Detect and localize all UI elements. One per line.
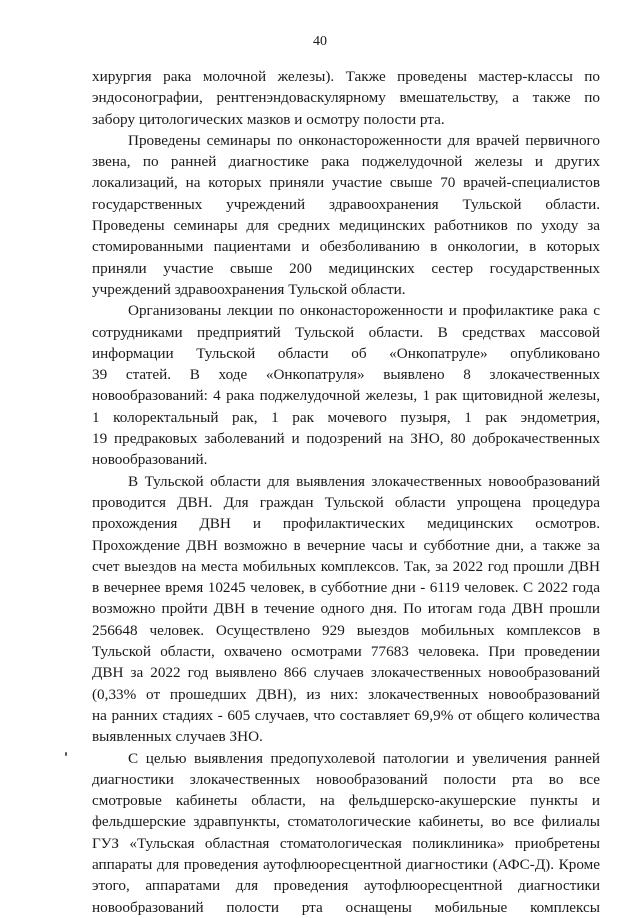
paragraph	[92, 748, 600, 918]
text-line: 19 предраковых заболеваний и подозрений на ЗНО, 80 доброкачественных	[92, 430, 600, 448]
paragraph	[92, 130, 600, 300]
text-line: 1 колоректальный рак, 1 рак мочевого пузыря, 1 рак эндометрия,	[92, 408, 600, 426]
text-line: стомированными пациентами и обезболиванию в онкологии, в которых	[92, 238, 600, 256]
text-line: смотровые кабинеты области, на фельдшерско-акушерские пункты и	[92, 792, 600, 810]
text-line: Организованы лекции по онконастороженности и профилактике рака с	[128, 302, 600, 320]
text-line: эндосонографии, рентгенэндоваскулярному вмешательству, а также по	[92, 89, 600, 107]
text-line: (0,33% от прошедших ДВН), из них: злокачественных новообразований	[92, 685, 600, 703]
page-number: 40	[313, 34, 327, 49]
text-line: ГУЗ «Тульская областная стоматологическая поликлиника» приобретены	[92, 834, 600, 852]
margin-mark	[65, 752, 67, 756]
text-line: 256648 человек. Осуществлено 929 выездов мобильных комплексов в	[92, 621, 600, 639]
text-line: сотрудниками предприятий Тульской области. В средствах массовой	[92, 323, 600, 341]
text-line: этого, аппаратами для проведения аутофлюоресцентной диагностики	[92, 877, 600, 895]
text-line: Прохождение ДВН возможно в вечерние часы и субботние дни, а также за	[92, 536, 600, 554]
text-line: новообразований: 4 рака поджелудочной железы, 1 рак щитовидной железы,	[92, 387, 600, 405]
text-line: локализаций, на которых приняли участие свыше 70 врачей-специалистов	[92, 174, 600, 192]
paragraph	[92, 471, 600, 748]
text-line: на ранних стадиях - 605 случаев, что составляет 69,9% от общего количества	[92, 706, 600, 724]
text-line: приняли участие свыше 200 медицинских сестер государственных	[92, 259, 600, 277]
text-line: Проведены семинары для средних медицинских работников по уходу за	[92, 217, 600, 235]
text-line: забору цитологических мазков и осмотру полости рта.	[92, 110, 445, 128]
text-line: Тульской области, охвачено осмотрами 77683 человека. При проведении	[92, 643, 600, 661]
text-line: выявленных случаев ЗНО.	[92, 728, 263, 746]
text-line: прохождения ДВН и профилактических медицинских осмотров.	[92, 515, 600, 533]
text-line: возможно пройти ДВН в течение одного дня. По итогам года ДВН прошли	[92, 600, 600, 618]
text-line: 39 статей. В ходе «Онкопатруля» выявлено 8 злокачественных	[92, 366, 600, 384]
paragraph	[92, 300, 600, 470]
text-line: аппараты для проведения аутофлюоресцентной диагностики (АФС-Д). Кроме	[92, 855, 600, 873]
text-line: фельдшерские здравпункты, стоматологические кабинеты, во все филиалы	[92, 813, 600, 831]
paragraph	[92, 66, 600, 130]
text-line: новообразований.	[92, 451, 208, 469]
text-line: новообразований полости рта оснащены мобильные комплексы	[92, 898, 600, 916]
text-line: С целью выявления предопухолевой патологии и увеличения ранней	[128, 749, 600, 767]
text-line: хирургия рака молочной железы). Также проведены мастер-классы по	[92, 68, 600, 85]
text-line: В Тульской области для выявления злокачественных новообразований	[128, 472, 600, 490]
text-line: государственных учреждений здравоохранения Тульской области.	[92, 195, 600, 213]
text-line: ДВН за 2022 год выявлено 866 случаев злокачественных новообразований	[92, 664, 600, 682]
text-line: проводится ДВН. Для граждан Тульской области упрощена процедура	[92, 493, 600, 511]
text-line: Проведены семинары по онконастороженности для врачей первичного	[128, 131, 600, 149]
text-line: счет выездов на места мобильных комплексов. Так, за 2022 год прошли ДВН	[92, 557, 600, 575]
document-body	[92, 66, 600, 918]
text-line: информации Тульской области об «Онкопатруле» опубликовано	[92, 344, 600, 362]
text-line: учреждений здравоохранения Тульской области.	[92, 280, 406, 298]
text-line: звена, по ранней диагностике рака поджелудочной железы и других	[92, 153, 600, 171]
text-line: диагностики злокачественных новообразований полости рта во все	[92, 770, 600, 788]
text-line: в вечернее время 10245 человек, в субботние дни - 6119 человек. С 2022 года	[92, 579, 600, 597]
